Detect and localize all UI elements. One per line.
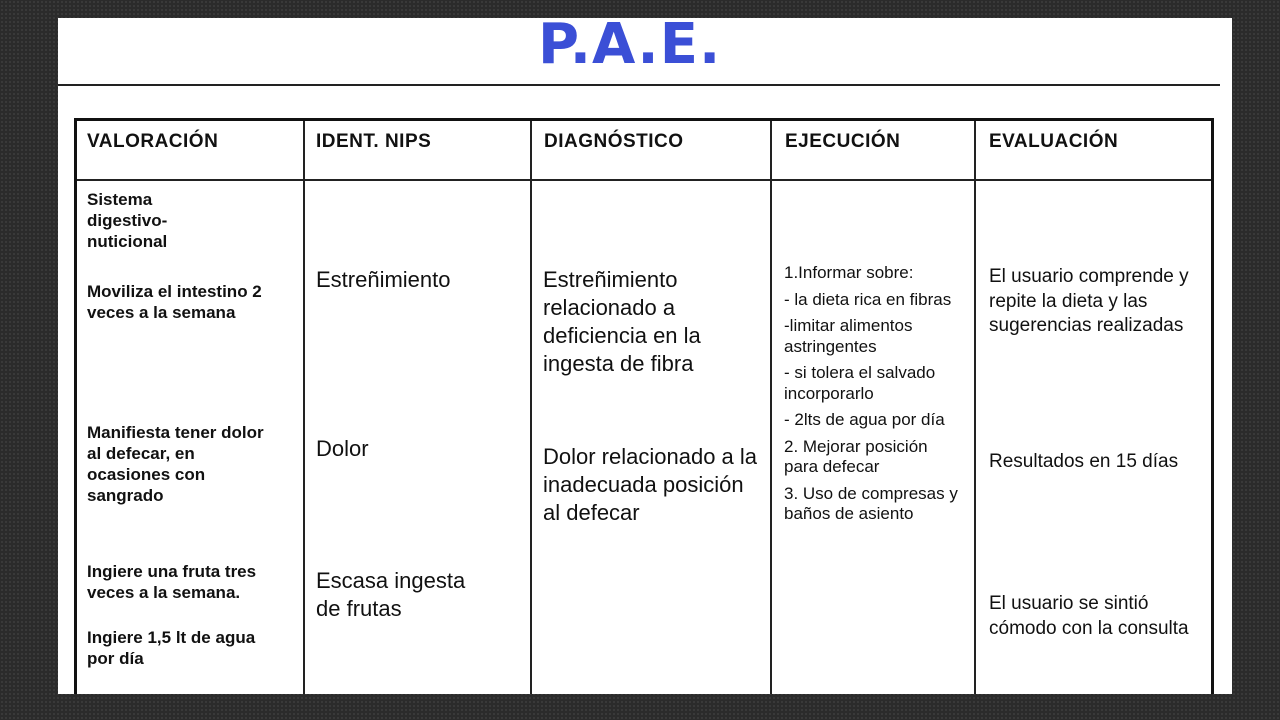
diagnostico-dolor: Dolor relacionado a la inadecuada posición al defecar [543, 444, 758, 525]
ejecucion-list [784, 263, 964, 531]
header-diagnostico: DIAGNÓSTICO [544, 131, 684, 152]
evaluacion-comprende: El usuario comprende y repite la dieta y las sugerencias realizadas [989, 266, 1189, 336]
header-evaluacion: EVALUACIÓN [989, 131, 1119, 152]
header-valoracion: VALORACIÓN [87, 131, 219, 152]
header-divider [77, 179, 1211, 181]
ejecucion-item: -limitar alimentos astringentes [784, 316, 913, 356]
column-divider-4 [974, 121, 976, 694]
ejecucion-item: - la dieta rica en fibras [784, 289, 952, 309]
evaluacion-comodo: El usuario se sintió cómodo con la consulta [989, 593, 1189, 639]
title-divider [58, 84, 1220, 86]
ejecucion-item: - 2lts de agua por día [784, 410, 945, 429]
diagnostico-estrenimiento: Estreñimiento relacionado a deficiencia en la ingesta de fibra [543, 267, 701, 376]
pae-table [74, 118, 1214, 694]
nips-dolor: Dolor [316, 436, 369, 461]
column-divider-2 [530, 121, 532, 694]
nips-escasa-ingesta: Escasa ingesta de frutas [316, 568, 466, 621]
header-ident-nips: IDENT. NIPS [316, 131, 432, 152]
header-ejecucion: EJECUCIÓN [785, 131, 901, 152]
slide-title: P.A.E. [538, 18, 722, 77]
ejecucion-item: 3. Uso de compresas y baños de asiento [784, 483, 958, 523]
ejecucion-item: - si tolera el salvado incorporarlo [784, 363, 936, 403]
valoracion-intestino: Moviliza el intestino 2 veces a la semana [87, 282, 262, 322]
valoracion-dolor: Manifiesta tener dolor al defecar, en ocasiones con sangrado [87, 423, 264, 505]
ejecucion-item: 2. Mejorar posición para defecar [784, 436, 928, 476]
valoracion-agua: Ingiere 1,5 lt de agua por día [87, 628, 256, 668]
valoracion-fruta: Ingiere una fruta tres veces a la semana. [87, 562, 257, 602]
column-divider-1 [303, 121, 305, 694]
ejecucion-item: 1.Informar sobre: [784, 263, 914, 282]
evaluacion-resultados: Resultados en 15 días [989, 451, 1179, 472]
slide [58, 18, 1232, 694]
nips-estrenimiento: Estreñimiento [316, 267, 451, 292]
column-divider-3 [770, 121, 772, 694]
valoracion-sistema: Sistema digestivo-nuticional [87, 190, 168, 251]
